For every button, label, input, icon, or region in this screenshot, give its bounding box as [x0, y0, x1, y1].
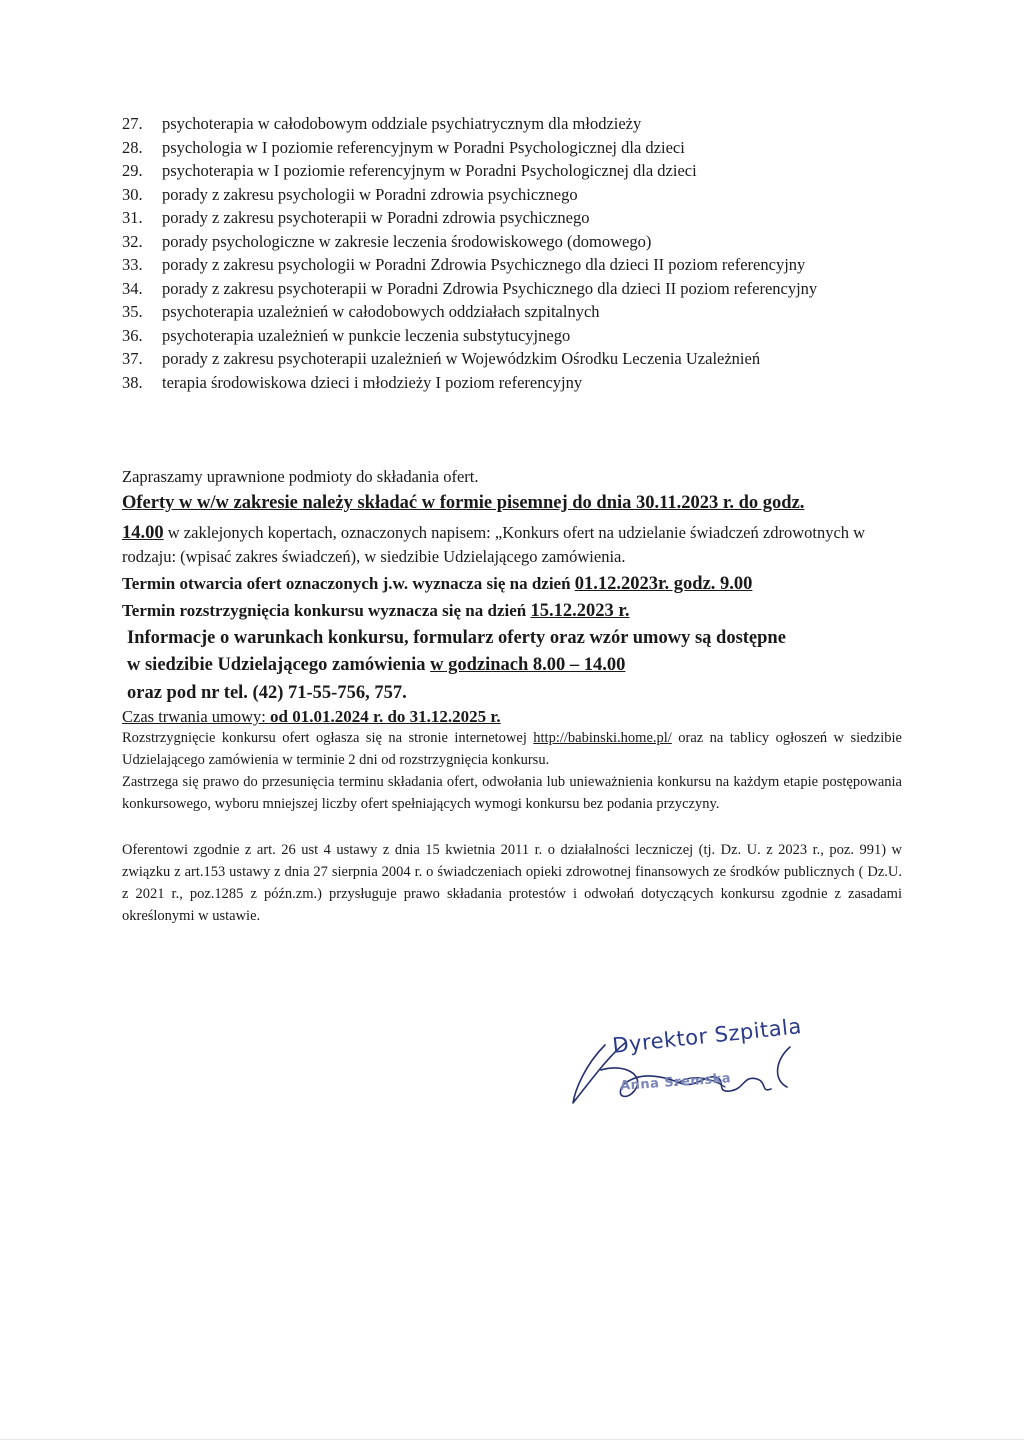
service-item: [122, 230, 912, 254]
resolution-date-line: [122, 601, 629, 622]
service-item: [122, 300, 912, 324]
service-number: 30.: [122, 184, 143, 204]
service-text: porady z zakresu psychoterapii w Poradni Zdrowia Psychicznego dla dzieci II poziom referencyjny: [162, 278, 818, 298]
reservation-clause: Zastrzega się prawo do przesunięcia terminu składania ofert, odwołania lub unieważnienia konkursu na każdym etapie postępowania konkursowego, wyboru mniejszej liczby ofert spełniających wymogi konkursu bez podania przyczyny.: [122, 774, 902, 812]
service-number: 29.: [122, 161, 143, 180]
services-list: [122, 112, 912, 394]
service-item: [122, 253, 912, 277]
resolution-date: 15.12.2023 r.: [530, 601, 630, 621]
scan-edge-line: [0, 1439, 1024, 1440]
offer-submission-details: [122, 521, 902, 569]
service-item: [122, 183, 912, 207]
service-text: psychoterapia uzależnień w punkcie leczenia substytucyjnego: [162, 325, 571, 345]
service-text: psychoterapia w całodobowym oddziale psychiatrycznym dla młodzieży: [162, 114, 642, 133]
service-text: porady z zakresu psychoterapii uzależnień w Wojewódzkim Ośrodku Leczenia Uzależnień: [162, 349, 761, 368]
service-number: 35.: [122, 302, 143, 321]
opening-label: Termin otwarcia ofert oznaczonych j.w. wyznacza się na dzień: [122, 574, 575, 593]
contract-duration-line: [122, 707, 501, 727]
service-number: 31.: [122, 208, 143, 227]
resolution-notice-text: Rozstrzygnięcie konkursu ofert ogłasza się na stronie internetowej: [122, 730, 534, 746]
resolution-notice: [122, 727, 902, 771]
service-item: [122, 112, 912, 136]
service-number: 38.: [122, 372, 143, 392]
phone-line: oraz pod nr tel. (42) 71-55-756, 757.: [127, 683, 407, 703]
legal-clause: Oferentowi zgodnie z art. 26 ust 4 ustawy z dnia 15 kwietnia 2011 r. o działalności leczniczej (tj. Dz. U. z 2023 r., poz. 991) w związku z art.153 ustawy z dnia 27 sierpnia 2004 r. o świadczeniach opieki zdrowotnej finansowych ze środków publicznych ( Dz.U. z 2021 r., poz.1285 z późn.zm.) przysługuje prawo składania protestów i odwołań dotyczących konkursu zgodnie z zasadami określonymi w ustawie.: [122, 842, 902, 924]
service-number: 34.: [122, 278, 143, 298]
service-text: porady psychologiczne w zakresie leczenia środowiskowego (domowego): [162, 231, 652, 251]
info-location-line: [127, 655, 625, 676]
service-text: psychologia w I poziomie referencyjnym w Poradni Psychologicznej dla dzieci: [162, 137, 685, 157]
duration-value: od 01.01.2024 r. do 31.12.2025 r.: [270, 707, 501, 726]
service-text: psychoterapia uzależnień w całodobowych oddziałach szpitalnych: [162, 302, 600, 321]
opening-date-line: [122, 574, 752, 595]
service-text: porady z zakresu psychoterapii w Poradni zdrowia psychicznego: [162, 208, 590, 227]
service-text: porady z zakresu psychologii w Poradni zdrowia psychicznego: [162, 184, 578, 204]
website-link[interactable]: http://babinski.home.pl/: [533, 730, 672, 746]
service-item: [122, 324, 912, 348]
info-availability-line: Informacje o warunkach konkursu, formularz oferty oraz wzór umowy są dostępne: [127, 628, 786, 648]
invitation-text: Zapraszamy uprawnione podmioty do składania ofert.: [122, 467, 479, 486]
duration-label: Czas trwania umowy:: [122, 707, 271, 726]
info-location: w siedzibie Udzielającego zamówienia: [127, 655, 431, 675]
service-number: 32.: [122, 231, 143, 251]
service-number: 36.: [122, 325, 143, 345]
service-text: porady z zakresu psychologii w Poradni Zdrowia Psychicznego dla dzieci II poziom referencyjny: [162, 255, 806, 274]
service-item: [122, 347, 912, 371]
service-item: [122, 371, 912, 395]
service-text: psychoterapia w I poziomie referencyjnym w Poradni Psychologicznej dla dzieci: [162, 161, 697, 180]
service-number: 37.: [122, 349, 143, 368]
service-item: [122, 277, 912, 301]
opening-date: 01.12.2023r. godz. 9.00: [574, 574, 753, 594]
service-number: 28.: [122, 137, 143, 157]
director-stamp-name: Anna Sremska: [619, 1071, 732, 1094]
service-number: 33.: [122, 255, 143, 274]
offer-deadline-heading: Oferty w w/w zakresie należy składać w formie pisemnej do dnia 30.11.2023 r. do godz.: [122, 493, 805, 513]
director-stamp-title: Dyrektor Szpitala: [611, 1014, 803, 1058]
resolution-label: Termin rozstrzygnięcia konkursu wyznacza się na dzień: [122, 601, 531, 620]
office-hours: w godzinach 8.00 – 14.00: [430, 655, 626, 675]
service-item: [122, 206, 912, 230]
offer-envelope-text: w zaklejonych kopertach, oznaczonych napisem: „Konkurs ofert na udzielanie świadczeń zdrowotnych w rodzaju: (wpisać zakres świadczeń), w siedzibie Udzielającego zamówienia.: [122, 523, 866, 566]
resolution-notice-rest: oraz na tablicy ogłoszeń w siedzibie Udzielającego zamówienia w terminie 2 dni od rozstrzygnięcia konkursu.: [122, 730, 902, 768]
service-text: terapia środowiskowa dzieci i młodzieży I poziom referencyjny: [162, 372, 583, 392]
offer-deadline-time: 14.00: [122, 523, 164, 543]
service-number: 27.: [122, 114, 143, 133]
service-item: [122, 159, 912, 183]
service-item: [122, 136, 912, 160]
